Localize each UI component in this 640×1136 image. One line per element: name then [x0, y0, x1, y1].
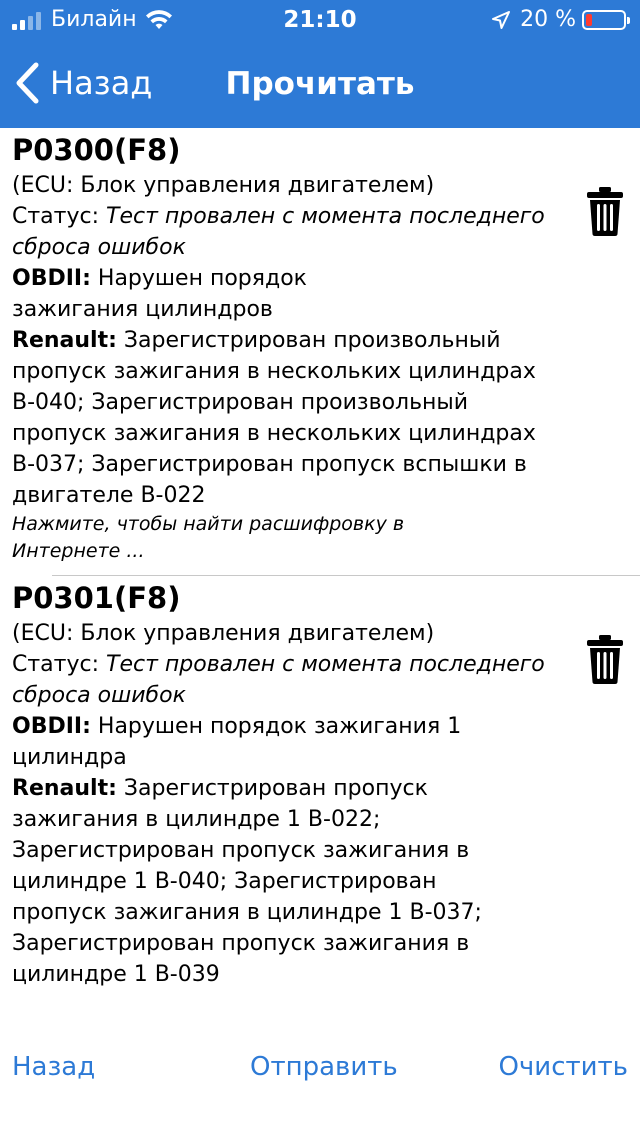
error-code: P0301(F8) — [12, 581, 181, 615]
error-entry[interactable] — [0, 576, 640, 990]
clear-button[interactable]: Очистить — [498, 1052, 628, 1082]
trash-icon[interactable] — [586, 186, 624, 236]
status-line — [12, 649, 552, 711]
manufacturer-value: Зарегистрирован пропуск зажигания в цилиндре 1 B-022; Зарегистрирован пропуск зажигания в цилиндре 1 B-040; Зарегистрирован пропуск зажигания в цилиндре 1 B-037; Зарегистрирован пропуск зажигания в цилиндре 1 B-039 — [12, 776, 482, 987]
manufacturer-label: Renault: — [12, 776, 117, 801]
battery-level — [586, 14, 592, 26]
status-right — [492, 7, 626, 32]
status-line — [12, 201, 552, 263]
battery-icon — [582, 10, 626, 30]
status-value: Тест провален с момента последнего сброса ошибок — [12, 204, 545, 260]
obd-label: OBDII: — [12, 714, 91, 739]
app-header — [0, 0, 640, 128]
ecu-label: (ECU: Блок управления двигателем) — [12, 173, 435, 198]
status-value: Тест провален с момента последнего сброса ошибок — [12, 652, 545, 708]
error-list[interactable] — [0, 128, 640, 1000]
battery-percent: 20 % — [520, 7, 576, 32]
obd-value: Нарушен порядок зажигания 1 цилиндра — [12, 714, 462, 770]
obd-label: OBDII: — [12, 266, 91, 291]
page-title: Прочитать — [225, 66, 415, 102]
error-entry[interactable] — [0, 128, 640, 576]
search-online-link[interactable]: Нажмите, чтобы найти расшифровку в Интернете ... — [12, 513, 405, 562]
manufacturer-label: Renault: — [12, 328, 117, 353]
footer-back-button[interactable]: Назад — [12, 1052, 96, 1082]
obd-value: Нарушен порядок зажигания цилиндров — [12, 266, 307, 322]
status-bar — [0, 0, 640, 40]
status-time: 21:10 — [283, 7, 357, 33]
obd-line — [12, 711, 482, 773]
manufacturer-line — [12, 773, 527, 990]
carrier-name: Билайн — [51, 7, 137, 32]
manufacturer-line — [12, 325, 552, 511]
manufacturer-value: Зарегистрирован произвольный пропуск зажигания в нескольких цилиндрах B-040; Зарегистрирован произвольный пропуск зажигания в нескольких цилиндрах B-037; Зарегистрирован пропуск вспышки в двигателе B-022 — [12, 328, 536, 508]
error-code: P0300(F8) — [12, 133, 181, 167]
trash-icon[interactable] — [586, 634, 624, 684]
bottom-toolbar — [0, 1040, 640, 1100]
status-label: Статус: — [12, 652, 100, 677]
status-label: Статус: — [12, 204, 100, 229]
location-arrow-icon — [492, 11, 510, 29]
obd-line — [12, 263, 342, 325]
send-button[interactable]: Отправить — [250, 1052, 398, 1082]
ecu-label: (ECU: Блок управления двигателем) — [12, 621, 435, 646]
navigation-bar — [0, 40, 640, 128]
nav-back-label: Назад — [50, 64, 153, 102]
